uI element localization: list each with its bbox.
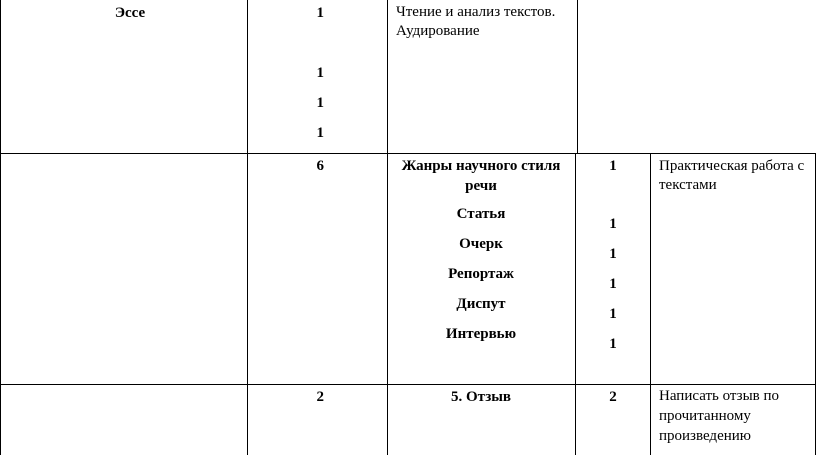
hours-value: 1	[316, 95, 324, 111]
hours-value: 1	[316, 125, 324, 141]
hours-value: 1	[609, 158, 617, 174]
topic-cell: Эссе	[114, 5, 146, 21]
activity-text-line: Чтение и анализ текстов.	[396, 4, 556, 20]
subtopic-item: Интервью	[445, 326, 517, 342]
section-title-line: речи	[465, 178, 497, 194]
hours-value: 1	[609, 276, 617, 292]
hours-value: 1	[609, 306, 617, 322]
activity-text-line: произведению	[659, 428, 751, 444]
hours-value: 1	[609, 246, 617, 262]
activity-text-line: текстами	[659, 177, 717, 193]
hours-value: 1	[316, 5, 324, 21]
section-title-line: Жанры научного стиля	[401, 158, 561, 174]
subtopic-item: Очерк	[459, 236, 503, 252]
hours-value: 1	[609, 336, 617, 352]
total-hours-cell: 2	[316, 389, 324, 405]
column-divider	[577, 0, 578, 153]
subtopic-item: Репортаж	[448, 266, 514, 282]
row-divider	[0, 384, 816, 385]
section-title: 5. Отзыв	[450, 389, 512, 405]
column-divider	[650, 153, 651, 455]
total-hours-cell: 6	[316, 158, 324, 174]
activity-text-line: Практическая работа с	[659, 158, 805, 174]
subtopic-item: Статья	[456, 206, 506, 222]
subtopic-item: Диспут	[456, 296, 506, 312]
activity-text-line: Аудирование	[396, 23, 480, 39]
hours-value: 1	[316, 65, 324, 81]
row-divider	[0, 153, 816, 154]
table-left-border	[0, 0, 1, 455]
hours-value: 2	[609, 389, 617, 405]
column-divider	[247, 0, 248, 455]
activity-text-line: прочитанному	[659, 408, 751, 424]
hours-value: 1	[609, 216, 617, 232]
activity-text-line: Написать отзыв по	[659, 388, 780, 404]
